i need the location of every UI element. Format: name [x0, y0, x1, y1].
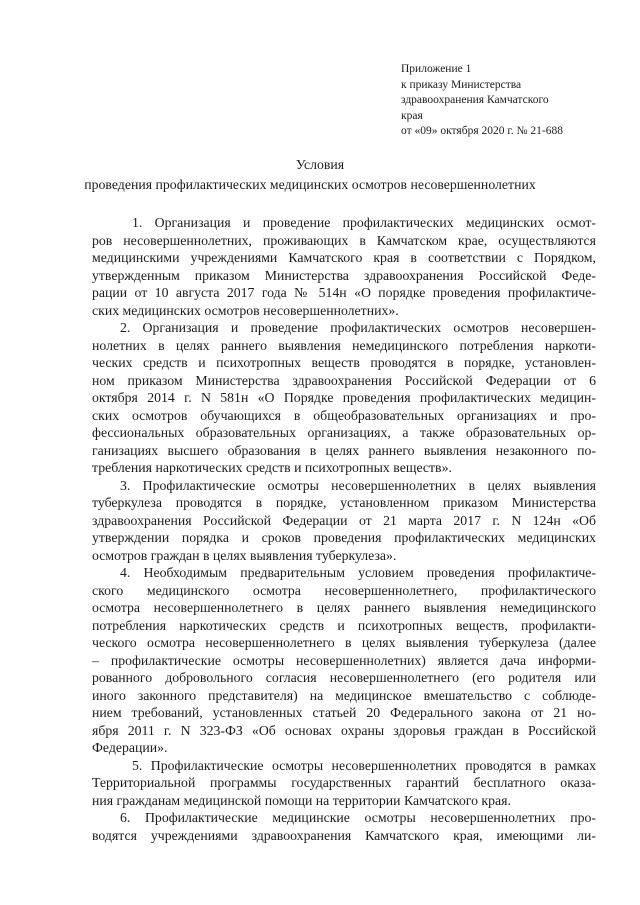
- text-line: осмотров граждан в целях выявления туберкулеза».: [92, 547, 397, 563]
- text-line: требления наркотических средств и психотропных веществ».: [92, 460, 452, 475]
- text-line: осмотра несовершеннолетнего в целях раннего выявления немедицинского: [92, 600, 596, 615]
- document-body: [92, 214, 596, 844]
- text-line: 6. Профилактические медицинские осмотры несовершеннолетних про-: [120, 810, 596, 825]
- text-line: утвержденным приказом Министерства здравоохранения Российской Феде-: [92, 267, 596, 283]
- text-line: водятся учреждениями здравоохранения Камчатского края, имеющими ли-: [92, 827, 596, 843]
- text-line: ров несовершеннолетних, проживающих в Камчатском крае, осуществляются: [92, 232, 596, 248]
- text-line: иного законного представителя) на медицинское вмешательство с соблюде-: [92, 687, 596, 703]
- text-line: ского медицинского осмотра несовершеннолетнего, профилактического: [92, 582, 596, 598]
- text-line: рации от 10 августа 2017 года № 514н «О порядке проведения профилактиче-: [92, 285, 596, 300]
- document-title: [0, 155, 640, 195]
- text-line: ческого осмотра несовершеннолетнего в целях выявления туберкулеза (далее: [92, 635, 596, 650]
- text-line: – профилактические осмотры несовершеннолетних) является дача информи-: [92, 652, 596, 668]
- text-line: ческих средств и психотропных веществ проводятся в порядке, установлен-: [92, 355, 596, 370]
- text-line: туберкулеза проводятся в порядке, установленном приказом Министерства: [92, 495, 596, 510]
- appendix-line: Приложение 1: [401, 63, 472, 75]
- text-line: ских медицинских осмотров несовершеннолетних».: [92, 302, 399, 318]
- text-line: 2. Организация и проведение профилактических осмотров несовершен-: [120, 320, 596, 335]
- text-line: 1. Организация и проведение профилактических медицинских осмот-: [132, 215, 596, 230]
- text-line: потребления наркотических средств и психотропных веществ, профилакти-: [92, 617, 596, 633]
- text-line: ских осмотров обучающихся в общеобразовательных организациях и про-: [92, 407, 596, 423]
- text-line: рованного добровольного согласия несовершеннолетнего (его родителя или: [92, 670, 596, 685]
- title-line-2: проведения профилактических медицинских осмотров несовершеннолетних: [84, 177, 536, 192]
- text-line: утверждении порядка и сроков проведения профилактических медицинских: [92, 530, 596, 545]
- text-line: здравоохранения Российской Федерации от 21 марта 2017 г. N 124н «Об: [92, 512, 596, 528]
- appendix-line: здравоохранения Камчатского: [401, 94, 549, 106]
- text-line: ния гражданам медицинской помощи на территории Камчатского края.: [92, 792, 511, 808]
- text-line: октября 2014 г. N 581н «О Порядке проведения профилактических медицин-: [92, 390, 596, 405]
- paragraph-6: [92, 809, 596, 844]
- text-line: нием требований, установленных статьей 20 Федерального закона от 21 но-: [92, 705, 596, 720]
- text-line: ября 2011 г. N 323-ФЗ «Об основах охраны здоровья граждан в Российской: [92, 722, 596, 738]
- text-line: 4. Необходимым предварительным условием проведения профилактиче-: [120, 565, 596, 580]
- text-line: фессиональных образовательных организациях, а также образовательных ор-: [92, 425, 596, 440]
- text-line: Территориальной программы государственных гарантий бесплатного оказа-: [92, 775, 596, 790]
- text-line: 3. Профилактические осмотры несовершеннолетних в целях выявления: [120, 477, 596, 493]
- text-line: ном приказом Министерства здравоохранения Российской Федерации от 6: [92, 372, 596, 388]
- appendix-line: к приказу Министерства: [401, 78, 522, 91]
- paragraph-5: [92, 757, 596, 810]
- appendix-line: края: [401, 109, 423, 122]
- paragraph-4: [92, 564, 596, 757]
- paragraph-2: [92, 319, 596, 477]
- paragraph-3: [92, 477, 596, 565]
- text-line: Федерации».: [92, 740, 168, 755]
- text-line: медицинскими учреждениями Камчатского края в соответствии с Порядком,: [92, 250, 596, 265]
- appendix-note: [401, 62, 563, 140]
- appendix-line: от «09» октября 2020 г. № 21-688: [401, 125, 563, 137]
- text-line: нолетних в целях раннего выявления немедицинского потребления наркоти-: [92, 337, 596, 353]
- title-line-1: Условия: [295, 157, 345, 172]
- paragraph-1: [92, 214, 596, 319]
- text-line: 5. Профилактические осмотры несовершеннолетних проводятся в рамках: [132, 757, 596, 773]
- text-line: ганизациях высшего образования в целях раннего выявления незаконного по-: [92, 442, 596, 458]
